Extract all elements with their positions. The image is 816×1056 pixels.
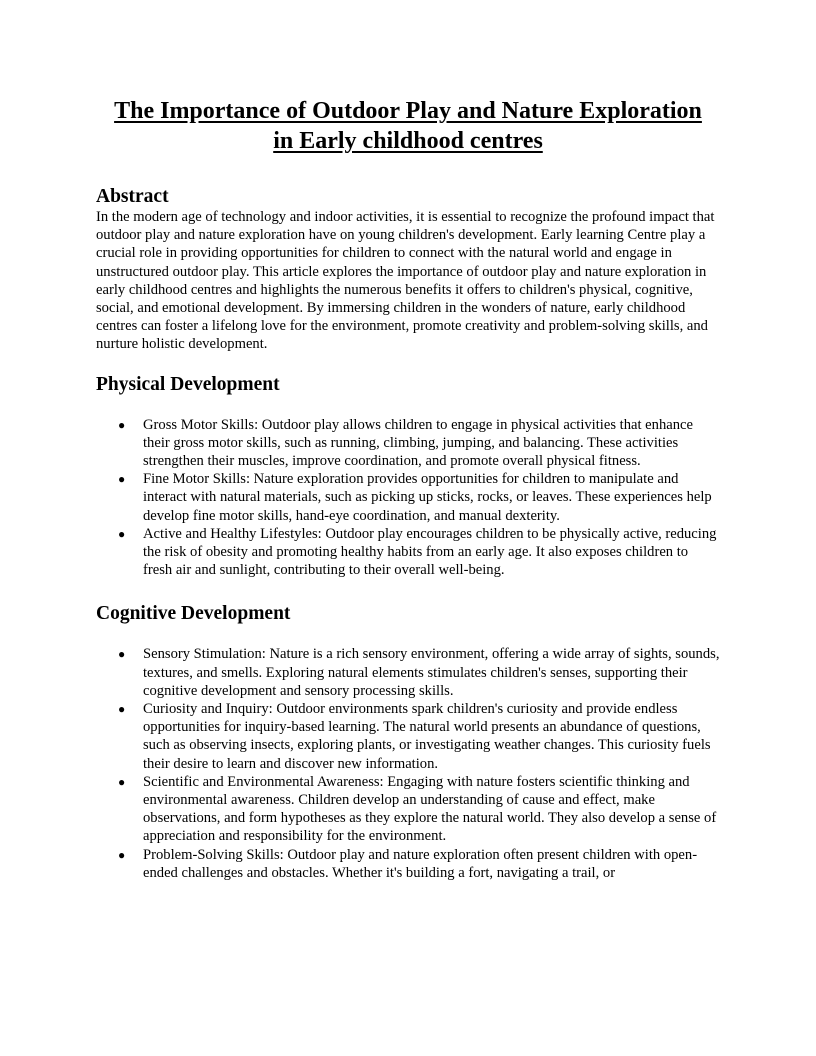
document-title-line-2: in Early childhood centres: [273, 128, 543, 154]
physical-development-list: [96, 416, 720, 580]
list-item: [96, 645, 720, 700]
bullet-icon: ●: [118, 472, 126, 487]
list-item-text: Fine Motor Skills: Nature exploration provides opportunities for children to manipulate and interact with natural materials, such as picking up sticks, rocks, or leaves. These experiences help develop fine motor skills, hand-eye coordination, and manual dexterity.: [143, 471, 712, 524]
bullet-icon: ●: [118, 847, 126, 862]
list-item: [96, 700, 720, 773]
cognitive-development-list: [96, 645, 720, 882]
list-item-text: Curiosity and Inquiry: Outdoor environments spark children's curiosity and provide endless opportunities for inquiry-based learning. The natural world presents an abundance of questions, such as observing insects, exploring plants, or investigating weather changes. This curiosity fuels their desire to learn and discover new information.: [143, 701, 711, 772]
list-item: [96, 416, 720, 471]
physical-development-heading: Physical Development: [96, 373, 280, 395]
abstract-heading: Abstract: [96, 186, 169, 207]
list-item-text: Gross Motor Skills: Outdoor play allows children to engage in physical activities that enhance their gross motor skills, such as running, climbing, jumping, and balancing. These activities strengthen their muscles, improve coordination, and promote overall physical fitness.: [143, 416, 693, 470]
list-item: [96, 470, 720, 525]
document-title-line-1: The Importance of Outdoor Play and Nature Exploration: [114, 98, 702, 124]
abstract-paragraph: In the modern age of technology and indoor activities, it is essential to recognize the profound impact that outdoor play and nature exploration have on young children's development. Early learning Centre play a crucial role in providing opportunities for children to connect with the natural world and engage in unstructured outdoor play. This article explores the importance of outdoor play and nature exploration in early childhood centres and highlights the numerous benefits it offers to children's physical, cognitive, social, and emotional development. By immersing children in the wonders of nature, early childhood centres can foster a lifelong love for the environment, promote creativity and problem-solving skills, and nurture holistic development.: [96, 209, 715, 353]
bullet-icon: ●: [118, 647, 126, 662]
list-item-text: Sensory Stimulation: Nature is a rich sensory environment, offering a wide array of sights, sounds, textures, and smells. Exploring natural elements stimulates children's senses, supporting their cognitive development and sensory processing skills.: [143, 646, 720, 699]
bullet-icon: ●: [118, 774, 126, 789]
bullet-icon: ●: [118, 702, 126, 717]
list-item-text: Active and Healthy Lifestyles: Outdoor play encourages children to be physically active, reducing the risk of obesity and promoting healthy habits from an early age. It also exposes children to fresh air and sunlight, contributing to their overall well-being.: [143, 525, 717, 579]
cognitive-development-heading: Cognitive Development: [96, 603, 291, 625]
list-item: [96, 846, 720, 882]
list-item: [96, 773, 720, 846]
document-title: [96, 96, 720, 156]
bullet-icon: ●: [118, 417, 126, 432]
bullet-icon: ●: [118, 526, 126, 541]
list-item-text: Problem-Solving Skills: Outdoor play and nature exploration often present children with open-ended challenges and obstacles. Whether it's building a fort, navigating a trail, or: [143, 846, 698, 881]
list-item-text: Scientific and Environmental Awareness: Engaging with nature fosters scientific thinking and environmental awareness. Children develop an understanding of cause and effect, make observations, and form hypotheses as they explore the natural world. They also develop a sense of appreciation and responsibility for the environment.: [143, 773, 717, 845]
list-item: [96, 525, 720, 580]
